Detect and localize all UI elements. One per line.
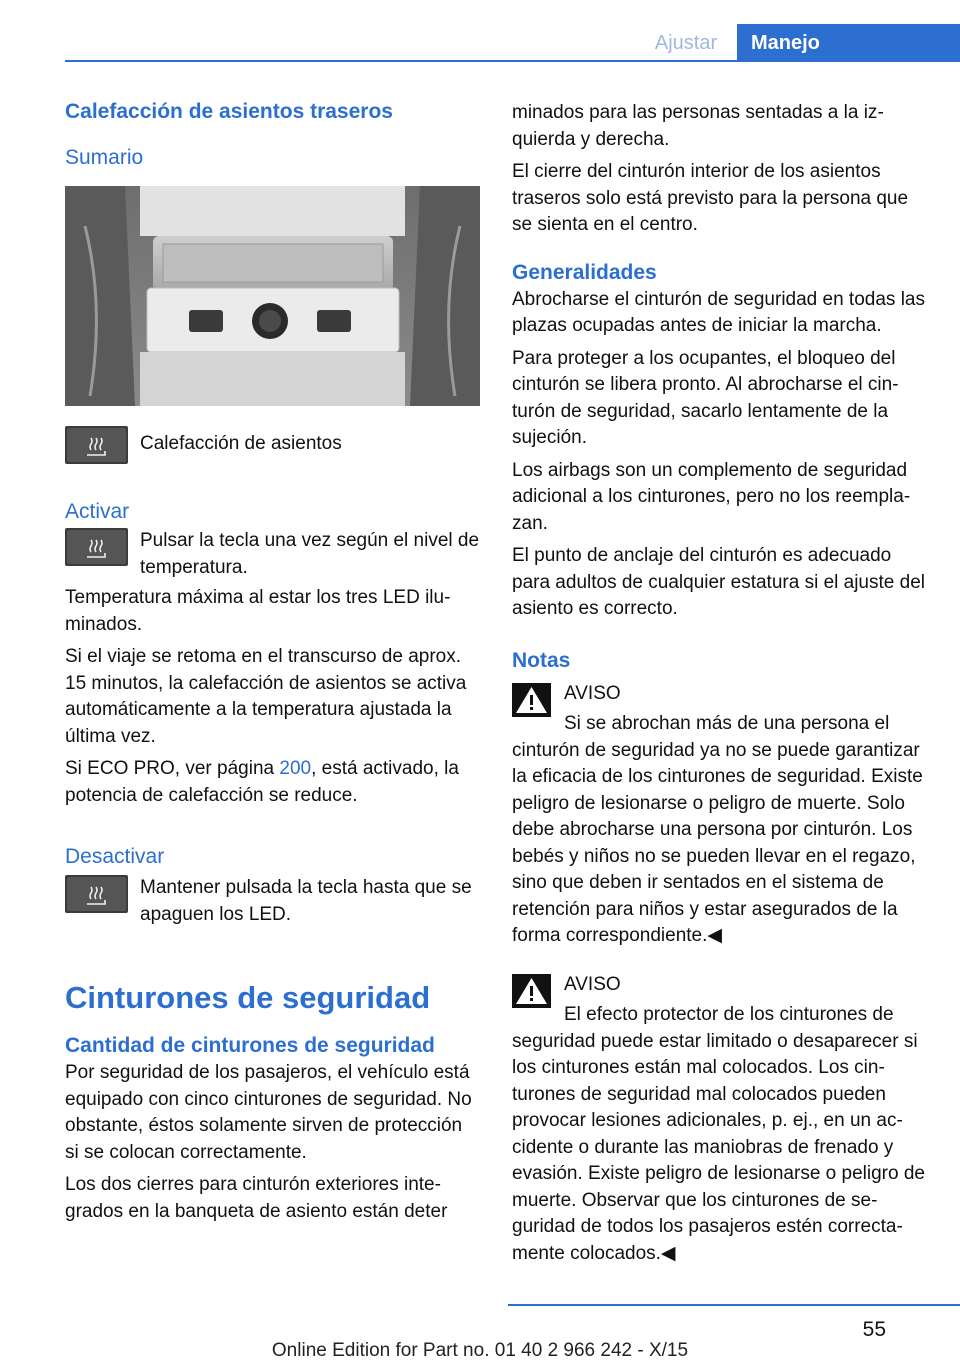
paragraph: Si ECO PRO, ver página 200, está activado, la potencia de calefacción se reduce. [65, 758, 459, 806]
desactivar-row [65, 875, 480, 928]
paragraph: Los airbags son un complemento de seguridad adicional a los cinturones, pero no los reemplazan. [512, 459, 911, 534]
warning-title: AVISO [564, 973, 621, 995]
heading-cantidad: Cantidad de cinturones de seguridad [65, 1034, 435, 1057]
right-column [512, 100, 930, 1267]
section-title: Calefacción de asientos traseros [65, 100, 393, 123]
seat-heating-button-icon [65, 426, 128, 464]
warning-triangle-icon [512, 974, 551, 1008]
activar-text: Pulsar la tecla una vez según el nivel de temperatura. [140, 530, 480, 578]
heading-activar: Activar [65, 500, 130, 523]
warning-text: Si se abrochan más de una persona el cinturón de seguridad ya no se puede garantizar la eficacia de los cinturones de seguridad. Existe peligro de lesionarse o peligro de muerte. Solo debe abrocharse una persona por cinturón. Los bebés y niños no se pueden llevar en el regazo, sino que deben ir sentados en el sistema de retención para niños y estar asegurados de la forma correspondiente.◀ [512, 713, 923, 946]
warning-title: AVISO [564, 682, 621, 704]
caption-row [65, 426, 480, 470]
warning-block [512, 972, 930, 1268]
tab-manejo[interactable]: Manejo [737, 24, 960, 62]
paragraph: Los dos cierres para cinturón exteriores integrados en la banqueta de asiento están deter [65, 1174, 448, 1222]
desactivar-text: Mantener pulsada la tecla hasta que se apaguen los LED. [140, 877, 472, 925]
seat-heating-button-icon [65, 528, 128, 566]
paragraph: Para proteger a los ocupantes, el bloqueo del cinturón se libera pronto. Al abrocharse el cinturón de seguridad, sacarlo lentamente de la sujeción. [512, 347, 899, 448]
paragraph: Si el viaje se retoma en el transcurso de aprox. 15 minutos, la calefacción de asientos se activa automáticamente a la temperatura ajustada la última vez. [65, 646, 467, 747]
page-number: 55 [862, 1318, 886, 1341]
caption-text: Calefacción de asientos [140, 433, 342, 454]
warning-text: El efecto protector de los cinturones de seguridad puede estar limitado o desaparecer si los cinturones están mal colocados. Los cinturones de seguridad mal colocados pueden provocar lesiones adicionales, p. ej., en un accidente o durante las maniobras de frenado y evasión. Existe peligro de lesionarse o peligro de muerte. Observar que los cinturones de seguridad de todos los pasajeros estén correctamente colocados.◀ [512, 1004, 925, 1264]
tab-ajustar[interactable]: Ajustar [654, 32, 718, 54]
paragraph: minados para las personas sentadas a la izquierda y derecha. [512, 102, 884, 150]
warning-block [512, 681, 930, 950]
heading-sumario: Sumario [65, 146, 144, 169]
header-rule [65, 60, 960, 62]
heading-desactivar: Desactivar [65, 845, 165, 868]
edition-footer: Online Edition for Part no. 01 40 2 966 242 - X/15 [271, 1340, 689, 1361]
warning-triangle-icon [512, 683, 551, 717]
chapter-title: Cinturones de seguridad [65, 980, 431, 1015]
heading-generalidades: Generalidades [512, 260, 657, 284]
rear-console-photo [65, 186, 480, 406]
seat-heating-button-icon [65, 875, 128, 913]
activar-row [65, 528, 480, 581]
paragraph: El cierre del cinturón interior de los asientos traseros solo está previsto para la persona que se sienta en el centro. [512, 161, 909, 235]
paragraph: El punto de anclaje del cinturón es adecuado para adultos de cualquier estatura si el ajuste del asiento es correcto. [512, 545, 925, 619]
page-link[interactable]: 200 [279, 758, 312, 779]
paragraph: Por seguridad de los pasajeros, el vehículo está equipado con cinco cinturones de seguridad. No obstante, éstos solamente sirven de protección si se colocan correctamente. [65, 1062, 472, 1163]
left-column [65, 100, 480, 1225]
paragraph: Abrocharse el cinturón de seguridad en todas las plazas ocupadas antes de iniciar la marcha. [512, 288, 925, 336]
footer-rule [508, 1304, 960, 1306]
paragraph: Temperatura máxima al estar los tres LED iluminados. [65, 587, 451, 635]
heading-notas: Notas [512, 648, 571, 672]
